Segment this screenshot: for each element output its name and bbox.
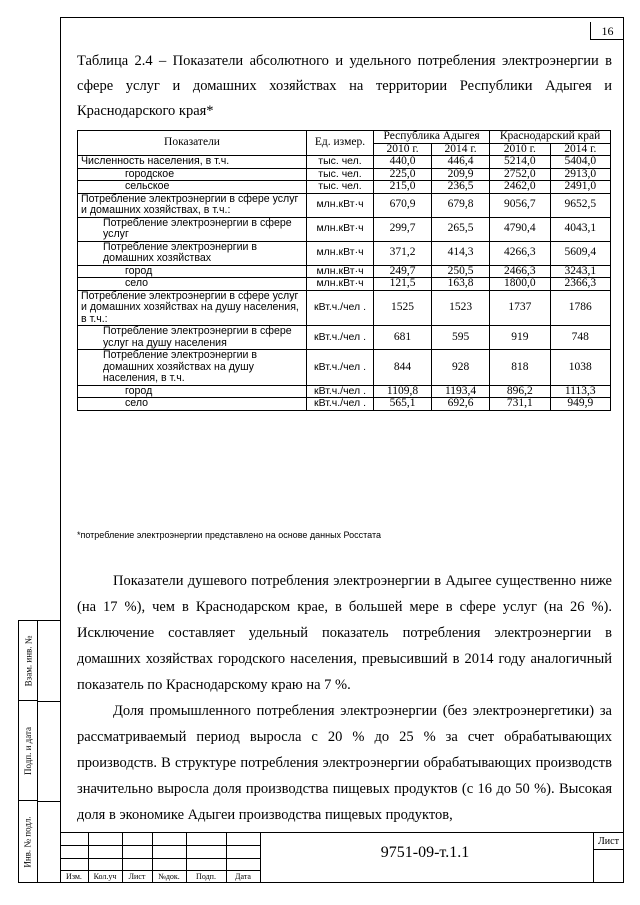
row-value: 1737 xyxy=(490,290,550,326)
row-value: 2366,3 xyxy=(550,278,610,291)
row-value: 1038 xyxy=(550,350,610,386)
row-value: 225,0 xyxy=(374,168,432,181)
row-unit: тыс. чел. xyxy=(307,168,374,181)
row-value: 9056,7 xyxy=(490,193,550,217)
row-value: 1109,8 xyxy=(374,385,432,398)
row-unit: кВт.ч./чел . xyxy=(307,398,374,411)
stamp-col-label: Лист xyxy=(128,872,146,881)
table-row xyxy=(78,385,611,398)
paragraph: Доля промышленного потребления электроэнергии (без электроэнергетики) за рассматриваемый период выросла с 20 % до 25 % за счет обрабатывающих производств. В структуре потребления электроэнергии обрабатывающих производств значительно выросла доля производства пищевых продуктов (с 16 до 50 %). Высокая доля в экономике Адыгеи производства пищевых продуктов, xyxy=(77,703,612,823)
row-value: 919 xyxy=(490,326,550,350)
header-year: 2010 г. xyxy=(490,143,550,156)
row-unit: кВт.ч./чел . xyxy=(307,326,374,350)
stamp-line xyxy=(60,845,260,846)
table-footnote: *потребление электроэнергии представлено на основе данных Росстата xyxy=(77,530,382,540)
header-year: 2014 г. xyxy=(550,143,610,156)
row-value: 1523 xyxy=(432,290,490,326)
row-value: 249,7 xyxy=(374,265,432,278)
row-label: город xyxy=(78,385,307,398)
row-value: 2462,0 xyxy=(490,181,550,194)
stamp-col-label: Кол.уч xyxy=(93,872,117,881)
row-label: Потребление электроэнергии в сфере услуг и домашних хозяйствах, в т.ч.: xyxy=(78,193,307,217)
row-value: 2752,0 xyxy=(490,168,550,181)
side-divider xyxy=(38,801,60,802)
row-value: 670,9 xyxy=(374,193,432,217)
row-value: 250,5 xyxy=(432,265,490,278)
row-value: 215,0 xyxy=(374,181,432,194)
row-unit: кВт.ч./чел . xyxy=(307,385,374,398)
header-unit: Ед. измер. xyxy=(307,131,374,156)
table-row xyxy=(78,156,611,169)
table-caption: Таблица 2.4 – Показатели абсолютного и удельного потребления электроэнергии в сфере услуг и домашних хозяйствах на территории Республики Адыгея и Краснодарского края* xyxy=(77,53,612,119)
stamp-line xyxy=(593,849,624,850)
header-region-adygea: Республика Адыгея xyxy=(374,131,490,144)
row-value: 4790,4 xyxy=(490,217,550,241)
row-value: 5404,0 xyxy=(550,156,610,169)
side-stamp-blank xyxy=(38,620,60,883)
row-unit: млн.кВт·ч xyxy=(307,193,374,217)
row-unit: млн.кВт·ч xyxy=(307,241,374,265)
header-year: 2010 г. xyxy=(374,143,432,156)
side-label-sign-date: Подп. и дата xyxy=(23,726,33,775)
row-label: Потребление электроэнергии в сфере услуг на душу населения xyxy=(78,326,307,350)
stamp-line xyxy=(60,870,260,871)
document-number: 9751-09-т.1.1 xyxy=(380,844,470,861)
side-cell xyxy=(19,801,37,882)
row-label: городское xyxy=(78,168,307,181)
row-label: Численность населения, в т.ч. xyxy=(78,156,307,169)
side-label-inv-orig: Инв. № подл. xyxy=(23,815,33,868)
table-row xyxy=(78,241,611,265)
table-row xyxy=(78,181,611,194)
table-row xyxy=(78,290,611,326)
row-value: 4043,1 xyxy=(550,217,610,241)
row-value: 1800,0 xyxy=(490,278,550,291)
row-label: сельское xyxy=(78,181,307,194)
table-row xyxy=(78,168,611,181)
row-unit: кВт.ч./чел . xyxy=(307,290,374,326)
page-number: 16 xyxy=(590,22,624,40)
row-value: 265,5 xyxy=(432,217,490,241)
row-value: 595 xyxy=(432,326,490,350)
row-value: 731,1 xyxy=(490,398,550,411)
row-value: 414,3 xyxy=(432,241,490,265)
side-stamp xyxy=(18,620,38,883)
row-value: 748 xyxy=(550,326,610,350)
table-row xyxy=(78,398,611,411)
row-value: 565,1 xyxy=(374,398,432,411)
row-label: город xyxy=(78,265,307,278)
header-year: 2014 г. xyxy=(432,143,490,156)
row-value: 681 xyxy=(374,326,432,350)
row-value: 3243,1 xyxy=(550,265,610,278)
row-value: 236,5 xyxy=(432,181,490,194)
table-row xyxy=(78,278,611,291)
side-divider xyxy=(38,701,60,702)
row-value: 163,8 xyxy=(432,278,490,291)
row-label: Потребление электроэнергии в сфере услуг xyxy=(78,217,307,241)
table-row xyxy=(78,326,611,350)
row-value: 692,6 xyxy=(432,398,490,411)
row-value: 949,9 xyxy=(550,398,610,411)
side-cell xyxy=(19,701,37,801)
row-value: 844 xyxy=(374,350,432,386)
row-label: село xyxy=(78,398,307,411)
table-row xyxy=(78,193,611,217)
row-value: 209,9 xyxy=(432,168,490,181)
row-value: 2466,3 xyxy=(490,265,550,278)
row-label: Потребление электроэнергии в сфере услуг и домашних хозяйствах на душу населения, в т.ч.: xyxy=(78,290,307,326)
row-value: 818 xyxy=(490,350,550,386)
row-value: 1525 xyxy=(374,290,432,326)
paragraph: Показатели душевого потребления электроэнергии в Адыгее существенно ниже (на 17 %), чем в Краснодарском крае, в большей мере в сфере услуг (на 26 %). Исключение составляет удельный показатель потребления электроэнергии в домашних хозяйствах городского населения, превысивший в 2014 году аналогичный показатель по Краснодарскому краю на 7 %. xyxy=(77,573,612,693)
row-unit: млн.кВт·ч xyxy=(307,265,374,278)
row-label: Потребление электроэнергии в домашних хозяйствах на душу населения, в т.ч. xyxy=(78,350,307,386)
row-value: 440,0 xyxy=(374,156,432,169)
row-unit: млн.кВт·ч xyxy=(307,278,374,291)
title-block xyxy=(60,832,624,883)
row-value: 371,2 xyxy=(374,241,432,265)
stamp-col-label: Подп. xyxy=(196,872,216,881)
row-value: 121,5 xyxy=(374,278,432,291)
row-unit: кВт.ч./чел . xyxy=(307,350,374,386)
row-value: 446,4 xyxy=(432,156,490,169)
sheet-label: Лист xyxy=(598,836,619,847)
row-label: село xyxy=(78,278,307,291)
body-text xyxy=(77,568,612,828)
row-value: 4266,3 xyxy=(490,241,550,265)
row-value: 2913,0 xyxy=(550,168,610,181)
row-value: 5609,4 xyxy=(550,241,610,265)
table-row xyxy=(78,217,611,241)
row-value: 5214,0 xyxy=(490,156,550,169)
row-unit: тыс. чел. xyxy=(307,181,374,194)
stamp-col-label: Дата xyxy=(235,872,251,881)
row-value: 1193,4 xyxy=(432,385,490,398)
side-label-replace-inv: Взам. инв. № xyxy=(23,635,33,686)
stamp-line xyxy=(60,832,624,833)
side-cell xyxy=(19,621,37,701)
row-value: 9652,5 xyxy=(550,193,610,217)
stamp-col-label: №док. xyxy=(158,872,180,881)
data-table xyxy=(77,130,611,411)
row-value: 1786 xyxy=(550,290,610,326)
row-value: 1113,3 xyxy=(550,385,610,398)
stamp-col-label: Изм. xyxy=(66,872,82,881)
row-unit: тыс. чел. xyxy=(307,156,374,169)
header-indicator: Показатели xyxy=(78,131,307,156)
row-value: 896,2 xyxy=(490,385,550,398)
row-value: 2491,0 xyxy=(550,181,610,194)
table-body xyxy=(78,156,611,411)
row-unit: млн.кВт·ч xyxy=(307,217,374,241)
row-value: 928 xyxy=(432,350,490,386)
row-value: 679,8 xyxy=(432,193,490,217)
row-value: 299,7 xyxy=(374,217,432,241)
table-row xyxy=(78,265,611,278)
stamp-line xyxy=(60,858,260,859)
row-label: Потребление электроэнергии в домашних хозяйствах xyxy=(78,241,307,265)
header-region-krasnodar: Краснодарский край xyxy=(490,131,611,144)
table-row xyxy=(78,350,611,386)
